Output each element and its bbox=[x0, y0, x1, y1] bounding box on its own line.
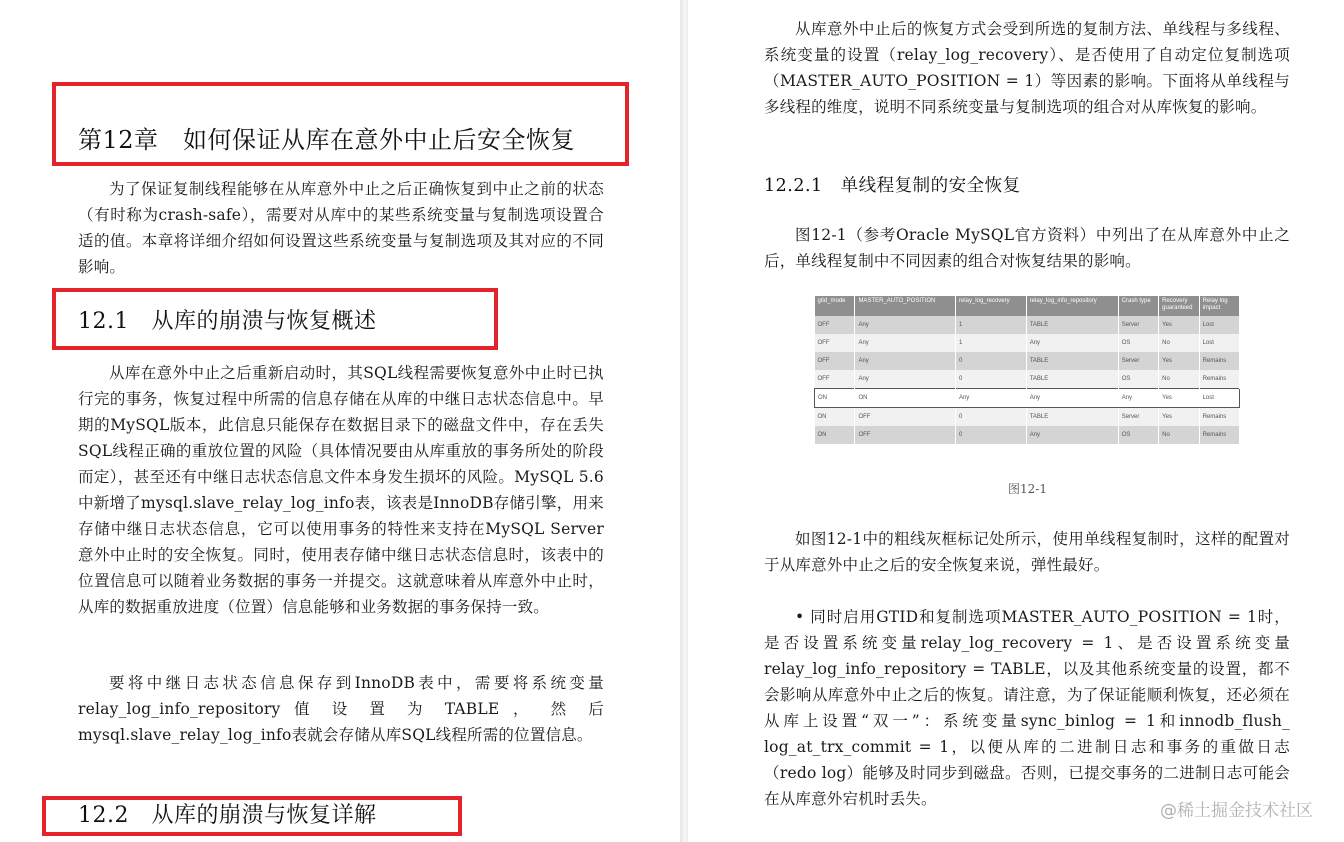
watermark-text: @稀土掘金技术社区 bbox=[1160, 801, 1313, 821]
figure-table-cell: Lost bbox=[1199, 389, 1239, 408]
section-12-1-paragraph-1: 从库在意外中止之后重新启动时，其SQL线程需要恢复意外中止时已执行完的事务，恢复过程中所需的信息存储在从库的中继日志状态信息中。早期的MySQL版本，此信息只能保存在数据目录下的磁盘文件中，存在丢失SQL线程正确的重放位置的风险（具体情况要由从库重放的事务所处的阶段而定），甚至还有中继日志状态信息文件本身发生损坏的风险。MySQL 5.6中新增了mysql.slave_relay_log_info表，该表是InnoDB存储引擎，用来存储中继日志状态信息，它可以使用事务的特性来支持在MySQL Server意外中止时的安全恢复。同时，使用表存储中继日志状态信息时，该表中的位置信息可以随着业务数据的事务一并提交。这就意味着从库意外中止时，从库的数据重放进度（位置）信息能够和业务数据的事务保持一致。 bbox=[78, 364, 604, 616]
figure-table-cell: Any bbox=[855, 316, 956, 334]
figure-12-1-table bbox=[814, 296, 1240, 448]
figure-table-cell: OFF bbox=[815, 352, 855, 370]
figure-table-cell: Yes bbox=[1159, 316, 1199, 334]
figure-table-row bbox=[815, 334, 1240, 352]
figure-table-header: Recovery guaranteed bbox=[1159, 296, 1199, 316]
figure-table-cell: TABLE bbox=[1026, 352, 1118, 370]
figure-table-header: Relay log impact bbox=[1199, 296, 1239, 316]
figure-table-header-row bbox=[815, 296, 1240, 316]
figure-table-cell: Remains bbox=[1199, 370, 1239, 389]
figure-table-cell: TABLE bbox=[1026, 370, 1118, 389]
figure-table-cell: Any bbox=[1118, 389, 1158, 408]
figure-table-cell: TABLE bbox=[1026, 316, 1118, 334]
right-paragraph-1: 从库意外中止后的恢复方式会受到所选的复制方法、单线程与多线程、系统变量的设置（relay_log_recovery）、是否使用了自动定位复制选项（MASTER_AUTO_POSITION = 1）等因素的影响。下面将从单线程与多线程的维度，说明不同系统变量与复制选项的组合对从库恢复的影响。 bbox=[764, 20, 1290, 116]
figure-table-cell: OFF bbox=[815, 334, 855, 352]
figure-table-cell: Remains bbox=[1199, 352, 1239, 370]
figure-table-header: gtid_mode bbox=[815, 296, 855, 316]
figure-table-cell: Yes bbox=[1159, 352, 1199, 370]
figure-table-header: MASTER_AUTO_POSITION bbox=[855, 296, 956, 316]
figure-table-cell: 0 bbox=[955, 352, 1026, 370]
figure-table-cell: Server bbox=[1118, 352, 1158, 370]
figure-table-cell: No bbox=[1159, 334, 1199, 352]
figure-table-cell: Lost bbox=[1199, 316, 1239, 334]
figure-caption: 图12-1 bbox=[1008, 482, 1047, 496]
chapter-title: 第12章 如何保证从库在意外中止后安全恢复 bbox=[78, 126, 576, 154]
figure-table-cell: ON bbox=[815, 426, 855, 444]
figure-table-cell: Server bbox=[1118, 316, 1158, 334]
section-12-1-paragraph-2: 要将中继日志状态信息保存到InnoDB表中，需要将系统变量relay_log_info_repository 值 设 置 为 TABLE ， 然 后mysql.slave_relay_log_info表就会存储从库SQL线程所需的位置信息。 bbox=[78, 674, 604, 744]
figure-table-header: relay_log_recovery bbox=[955, 296, 1026, 316]
figure-table-row bbox=[815, 408, 1240, 427]
figure-table-row bbox=[815, 426, 1240, 444]
chapter-intro-paragraph: 为了保证复制线程能够在从库意外中止之后正确恢复到中止之前的状态（有时称为crash-safe），需要对从库中的某些系统变量与复制选项设置合适的值。本章将详细介绍如何设置这些系统变量与复制选项及其对应的不同影响。 bbox=[78, 180, 604, 276]
figure-table-row bbox=[815, 370, 1240, 389]
figure-table-cell: 1 bbox=[955, 316, 1026, 334]
page-gutter bbox=[680, 0, 688, 842]
figure-table-row bbox=[815, 352, 1240, 370]
figure-table-cell: 0 bbox=[955, 408, 1026, 427]
figure-table-cell: OS bbox=[1118, 334, 1158, 352]
figure-table-cell: OFF bbox=[815, 316, 855, 334]
figure-table-cell: ON bbox=[815, 389, 855, 408]
figure-table-cell: Any bbox=[955, 389, 1026, 408]
figure-table-cell: Server bbox=[1118, 408, 1158, 427]
figure-table-cell: Yes bbox=[1159, 389, 1199, 408]
figure-table-cell: Any bbox=[1026, 389, 1118, 408]
right-paragraph-3: 如图12-1中的粗线灰框标记处所示，使用单线程复制时，这样的配置对于从库意外中止之后的安全恢复来说，弹性最好。 bbox=[764, 530, 1290, 574]
figure-table-cell: OS bbox=[1118, 370, 1158, 389]
section-12-2-1-title: 12.2.1 单线程复制的安全恢复 bbox=[764, 176, 1021, 196]
section-12-1-title: 12.1 从库的崩溃与恢复概述 bbox=[78, 309, 377, 334]
section-12-2-title: 12.2 从库的崩溃与恢复详解 bbox=[78, 803, 377, 828]
figure-table-cell: 0 bbox=[955, 370, 1026, 389]
right-bullet-paragraph: • 同时启用GTID和复制选项MASTER_AUTO_POSITION = 1时，是否设置系统变量relay_log_recovery = 1、是否设置系统变量relay_log_info_repository = TABLE，以及其他系统变量的设置，都不会影响从库意外中止之后的恢复。请注意，为了保证能顺利恢复，还必须在从库上设置“双一”：系统变量sync_binlog = 1和innodb_flush_ log_at_trx_commit = 1，以便从库的二进制日志和事务的重做日志（redo log）能够及时同步到磁盘。否则，已提交事务的二进制日志可能会在从库意外宕机时丢失。 bbox=[764, 608, 1290, 808]
figure-table-cell: No bbox=[1159, 370, 1199, 389]
figure-table-cell: ON bbox=[815, 408, 855, 427]
figure-table-cell: Any bbox=[1026, 426, 1118, 444]
figure-table-cell: Any bbox=[855, 352, 956, 370]
figure-table-cell: Remains bbox=[1199, 408, 1239, 427]
figure-table-cell: Any bbox=[855, 334, 956, 352]
figure-table-header: relay_log_info_repository bbox=[1026, 296, 1118, 316]
figure-table-cell: Yes bbox=[1159, 408, 1199, 427]
figure-table-cell: OFF bbox=[855, 408, 956, 427]
figure-table-header: Crash type bbox=[1118, 296, 1158, 316]
figure-table-row bbox=[815, 389, 1240, 408]
figure-table-cell: Any bbox=[855, 370, 956, 389]
figure-table-cell: OFF bbox=[855, 426, 956, 444]
figure-table-cell: 1 bbox=[955, 334, 1026, 352]
figure-table-cell: Any bbox=[1026, 334, 1118, 352]
figure-table-cell: OFF bbox=[815, 370, 855, 389]
figure-table-row bbox=[815, 316, 1240, 334]
figure-table-cell: 0 bbox=[955, 426, 1026, 444]
figure-table-cell: OS bbox=[1118, 426, 1158, 444]
figure-table-cell: No bbox=[1159, 426, 1199, 444]
figure-table-cell: Lost bbox=[1199, 334, 1239, 352]
right-page bbox=[688, 0, 1344, 842]
figure-table-cell: TABLE bbox=[1026, 408, 1118, 427]
right-paragraph-2: 图12-1（参考Oracle MySQL官方资料）中列出了在从库意外中止之后，单线程复制中不同因素的组合对恢复结果的影响。 bbox=[764, 226, 1290, 270]
figure-table-cell: ON bbox=[855, 389, 956, 408]
figure-table-cell: Remains bbox=[1199, 426, 1239, 444]
